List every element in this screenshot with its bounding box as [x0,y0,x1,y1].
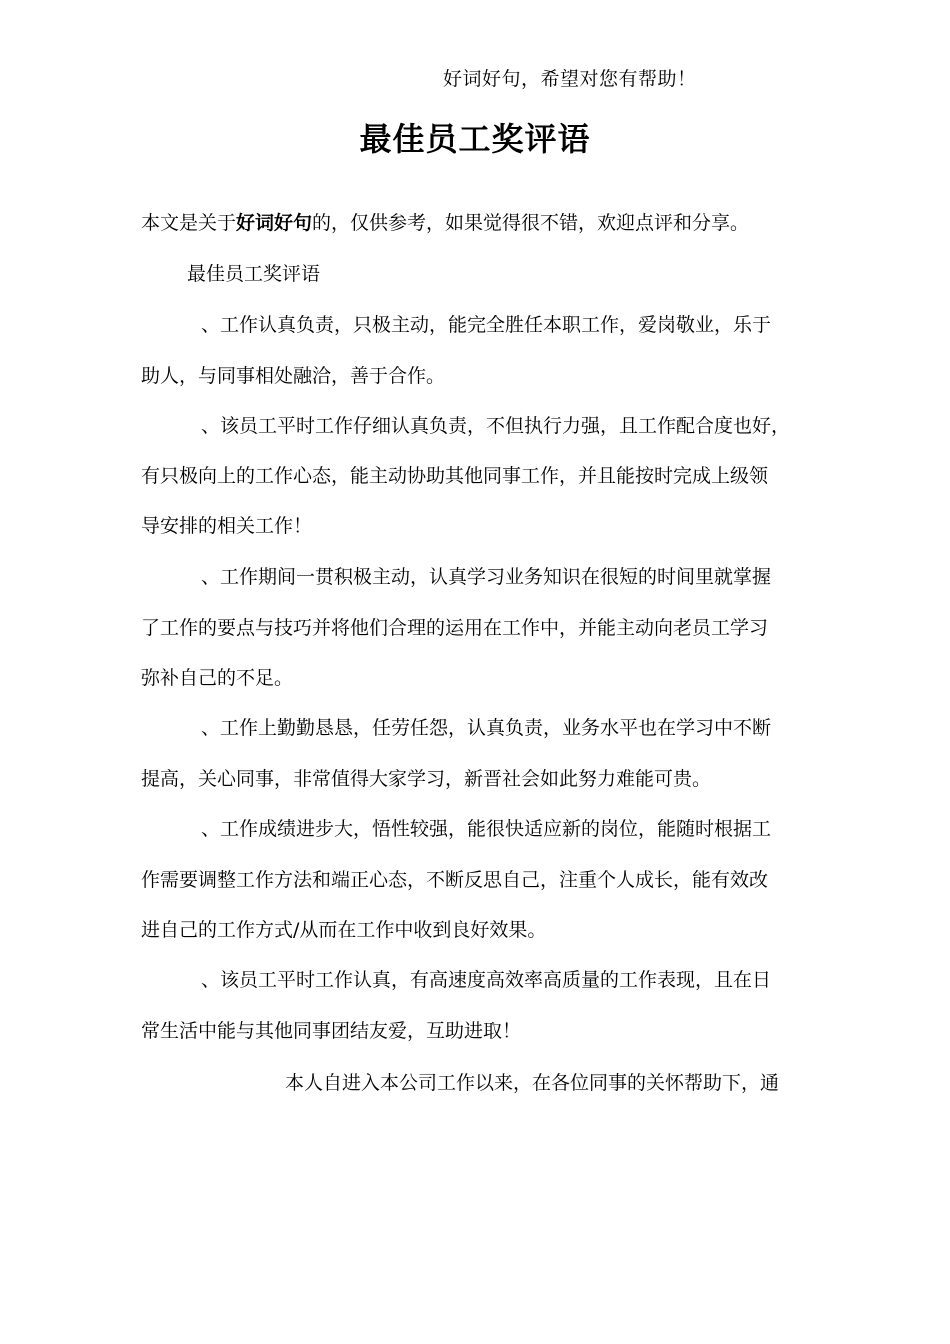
body-line-5: 导安排的相关工作！ [141,515,313,537]
body-line-15: 常生活中能与其他同事团结友爱，互助进取！ [141,1020,522,1042]
subtitle: 最佳员工奖评语 [187,263,321,285]
body-line-14: 、该员工平时工作认真，有高速度高效率高质量的工作表现，且在日 [201,969,772,991]
body-line-9: 、工作上勤勤恳恳，任劳任怨，认真负责，业务水平也在学习中不断 [201,717,772,739]
body-line-10: 提高，关心同事，非常值得大家学习，新晋社会如此努力难能可贵。 [141,768,712,790]
body-line-6: 、工作期间一贯积极主动，认真学习业务知识在很短的时间里就掌握 [201,566,772,588]
body-line-1: 、工作认真负责，只极主动，能完全胜任本职工作，爱岗敬业，乐于 [201,314,772,336]
body-line-12: 作需要调整工作方法和端正心态，不断反思自己，注重个人成长，能有效改 [141,869,769,891]
body-line-4: 有只极向上的工作心态，能主动协助其他同事工作，并且能按时完成上级领 [141,465,769,487]
header-note: 好词好句，希望对您有帮助！ [443,68,697,90]
body-line-8: 弥补自己的不足。 [141,667,294,689]
body-line-7: 了工作的要点与技巧并将他们合理的运用在工作中，并能主动向老员工学习 [141,617,769,639]
body-line-16: 本人自进入本公司工作以来，在各位同事的关怀帮助下，通 [285,1072,780,1094]
intro-line [141,211,749,235]
page-title: 最佳员工奖评语 [359,120,591,158]
intro-before: 本文是关于 [141,212,237,234]
body-line-2: 助人，与同事相处融洽，善于合作。 [141,365,446,387]
intro-emphasis: 好词好句 [236,212,313,234]
intro-after: 的，仅供参考，如果觉得很不错，欢迎点评和分享。 [312,212,750,234]
body-line-13: 进自己的工作方式/从而在工作中收到良好效果。 [141,919,547,941]
body-line-11: 、工作成绩进步大，悟性较强，能很快适应新的岗位，能随时根据工 [201,818,772,840]
body-line-3: 、该员工平时工作仔细认真负责，不但执行力强，且工作配合度也好， [201,415,791,437]
